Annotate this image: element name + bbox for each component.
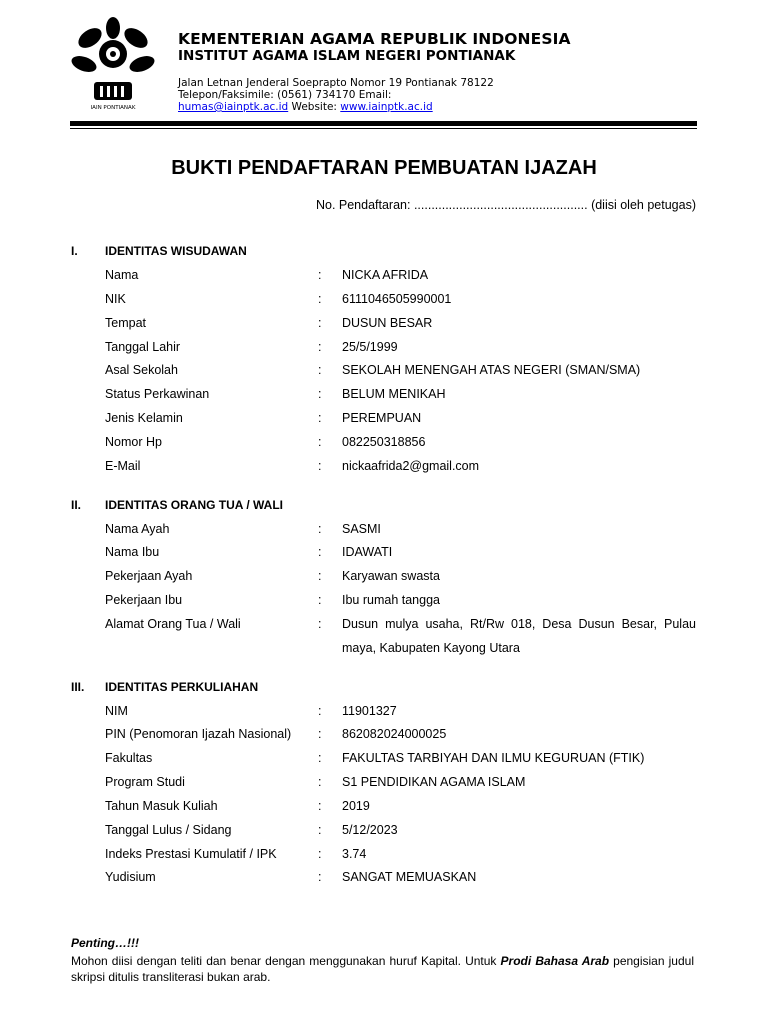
colon: : xyxy=(318,823,322,837)
colon: : xyxy=(318,411,322,425)
field-label: Pekerjaan Ibu xyxy=(105,593,183,607)
colon: : xyxy=(318,435,322,449)
colon: : xyxy=(318,268,322,282)
field-label: Tahun Masuk Kuliah xyxy=(105,799,218,813)
field-label: Fakultas xyxy=(105,751,153,765)
important-note-title: Penting…!!! xyxy=(71,936,139,950)
field-label: Nama Ayah xyxy=(105,522,170,536)
field-value: nickaafrida2@gmail.com xyxy=(342,459,480,473)
colon: : xyxy=(318,751,322,765)
colon: : xyxy=(318,545,322,559)
note-emphasis: Prodi Bahasa Arab xyxy=(500,954,610,968)
section-number: I. xyxy=(71,244,78,258)
colon: : xyxy=(318,775,322,789)
field-label: Pekerjaan Ayah xyxy=(105,569,193,583)
section-number: II. xyxy=(71,498,82,512)
field-value: 082250318856 xyxy=(342,435,426,449)
logo-text: IAIN PONTIANAK xyxy=(90,105,136,111)
iain-logo xyxy=(70,16,156,112)
section-number: III. xyxy=(71,680,85,694)
field-label: NIK xyxy=(105,292,126,306)
field-value: S1 PENDIDIKAN AGAMA ISLAM xyxy=(342,775,526,789)
website-link[interactable]: www.iainptk.ac.id xyxy=(340,101,433,113)
field-value: DUSUN BESAR xyxy=(342,316,433,330)
colon: : xyxy=(318,569,322,583)
field-label: Status Perkawinan xyxy=(105,387,210,401)
colon: : xyxy=(318,593,322,607)
field-label: Nama xyxy=(105,268,139,282)
contact-line xyxy=(178,101,433,113)
colon: : xyxy=(318,459,322,473)
institute-name: INSTITUT AGAMA ISLAM NEGERI PONTIANAK xyxy=(178,48,516,64)
field-label: Alamat Orang Tua / Wali xyxy=(105,617,241,631)
important-note xyxy=(71,953,694,985)
registration-number: No. Pendaftaran: .................................................. (diisi oleh petugas) xyxy=(315,198,696,212)
document-title: BUKTI PENDAFTARAN PEMBUATAN IJAZAH xyxy=(171,157,597,179)
field-label: Yudisium xyxy=(105,870,156,884)
field-label: E-Mail xyxy=(105,459,141,473)
colon: : xyxy=(318,847,322,861)
colon: : xyxy=(318,704,322,718)
field-value: 3.74 xyxy=(342,847,367,861)
field-label: Jenis Kelamin xyxy=(105,411,183,425)
field-label: NIM xyxy=(105,704,128,718)
field-label: Nama Ibu xyxy=(105,545,160,559)
field-value: NICKA AFRIDA xyxy=(342,268,429,282)
field-label: Program Studi xyxy=(105,775,185,789)
colon: : xyxy=(318,522,322,536)
colon: : xyxy=(318,617,322,631)
colon: : xyxy=(318,387,322,401)
ministry-name: KEMENTERIAN AGAMA REPUBLIK INDONESIA xyxy=(178,30,571,48)
website-label: Website: xyxy=(291,101,337,113)
note-text: pengisian judul skripsi ditulis transliterasi bukan arab. xyxy=(71,954,694,984)
email-link[interactable]: humas@iainptk.ac.id xyxy=(178,101,289,113)
field-value: 862082024000025 xyxy=(342,727,447,741)
section-title: IDENTITAS PERKULIAHAN xyxy=(105,680,259,694)
field-label: Nomor Hp xyxy=(105,435,162,449)
field-label: Tempat xyxy=(105,316,146,330)
colon: : xyxy=(318,316,322,330)
note-text: Mohon diisi dengan teliti dan benar dengan menggunakan huruf Kapital. Untuk xyxy=(71,954,501,968)
field-label: Tanggal Lahir xyxy=(105,340,181,354)
field-label: Tanggal Lulus / Sidang xyxy=(105,823,232,837)
colon: : xyxy=(318,870,322,884)
colon: : xyxy=(318,292,322,306)
field-value: PEREMPUAN xyxy=(342,411,422,425)
colon: : xyxy=(318,340,322,354)
field-value: Ibu rumah tangga xyxy=(342,593,440,607)
field-value: 11901327 xyxy=(342,704,397,718)
colon: : xyxy=(318,799,322,813)
colon: : xyxy=(318,727,322,741)
field-value: 2019 xyxy=(342,799,370,813)
field-value: SASMI xyxy=(342,522,381,536)
section-title: IDENTITAS ORANG TUA / WALI xyxy=(105,498,283,512)
header-rule-thin xyxy=(70,128,697,129)
field-label: Indeks Prestasi Kumulatif / IPK xyxy=(105,847,277,861)
field-value: SEKOLAH MENENGAH ATAS NEGERI (SMAN/SMA) xyxy=(342,363,641,377)
field-label: Asal Sekolah xyxy=(105,363,178,377)
field-value: 5/12/2023 xyxy=(342,823,398,837)
field-value: IDAWATI xyxy=(342,545,393,559)
phone-line: Telepon/Faksimile: (0561) 734170 Email: xyxy=(178,89,392,101)
colon: : xyxy=(318,363,322,377)
field-value: Dusun mulya usaha, Rt/Rw 018, Desa Dusun Besar, Pulau maya, Kabupaten Kayong Utara xyxy=(342,617,696,655)
address: Jalan Letnan Jenderal Soeprapto Nomor 19 Pontianak 78122 xyxy=(178,77,494,89)
field-value: FAKULTAS TARBIYAH DAN ILMU KEGURUAN (FTIK) xyxy=(342,751,645,765)
field-value: Karyawan swasta xyxy=(342,569,440,583)
field-label: PIN (Penomoran Ijazah Nasional) xyxy=(105,727,292,741)
field-value: SANGAT MEMUASKAN xyxy=(342,870,477,884)
field-value: BELUM MENIKAH xyxy=(342,387,446,401)
field-value: 6111046505990001 xyxy=(342,292,452,306)
field-value: 25/5/1999 xyxy=(342,340,398,354)
section-title: IDENTITAS WISUDAWAN xyxy=(105,244,247,258)
header-rule-thick xyxy=(70,121,697,126)
